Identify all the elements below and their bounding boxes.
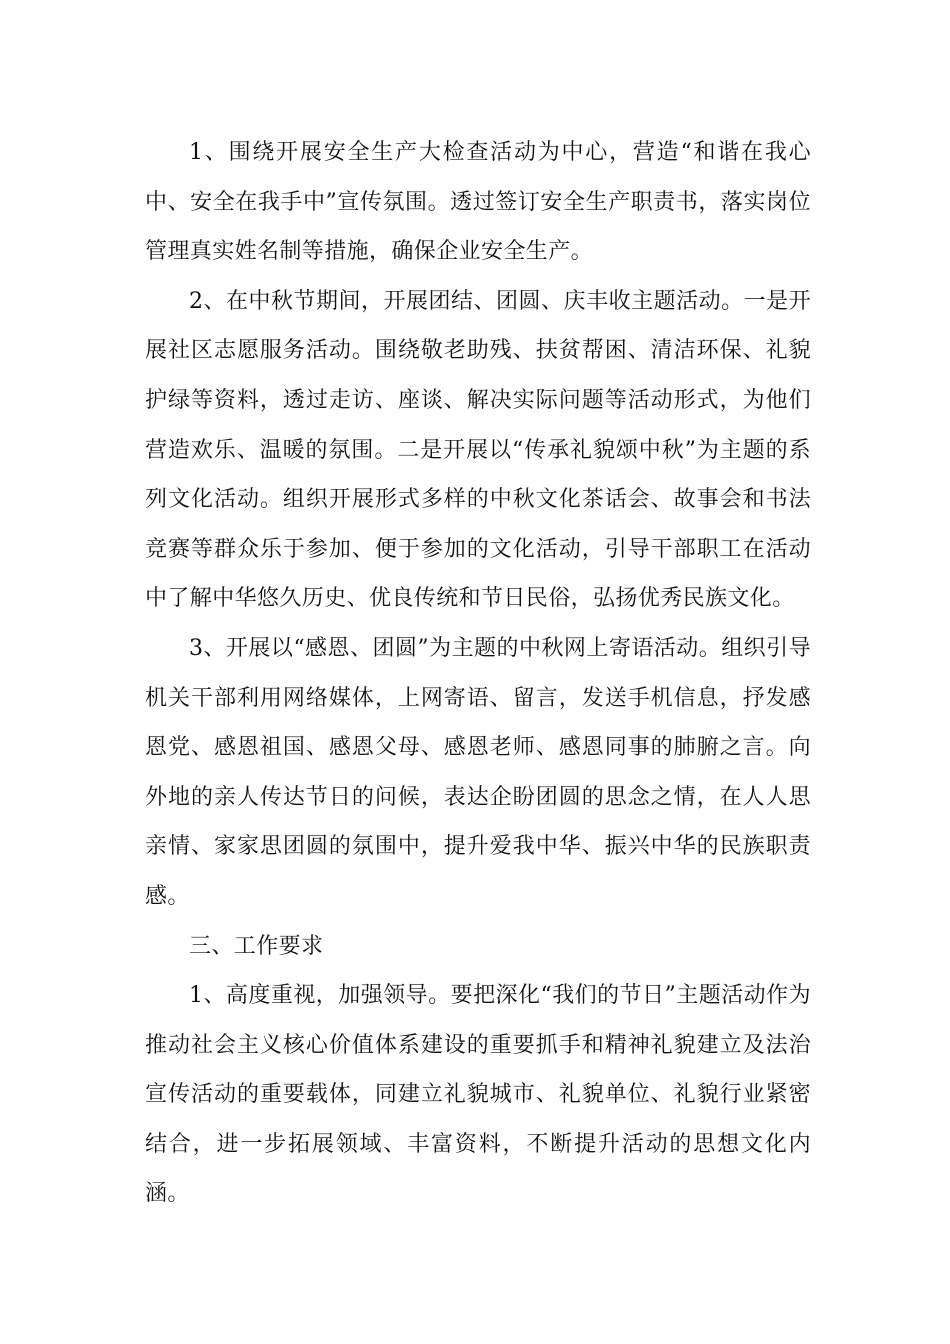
section-heading-work-requirements: 三、工作要求	[189, 933, 324, 959]
paragraph-leadership: 1、高度重视，加强领导。要把深化“我们的节日”主题活动作为推动社会主义核心价值体系建设的重要抓手和精神礼貌建立及法治宣传活动的重要载体，同建立礼貌城市、礼貌单位、礼貌行业紧密结合，进一步拓展领域、丰富资料，不断提升活动的思想文化内涵。	[145, 983, 811, 1207]
paragraph-online-greetings: 3、开展以“感恩、团圆”为主题的中秋网上寄语活动。组织引导机关干部利用网络媒体，上网寄语、留言，发送手机信息，抒发感恩党、感恩祖国、感恩父母、感恩老师、感恩同事的肺腑之言。向外地的亲人传达节日的问候，表达企盼团圆的思念之情，在人人思亲情、家家思团圆的氛围中，提升爱我中华、振兴中华的民族职责感。	[145, 635, 811, 909]
document-body	[145, 128, 811, 1219]
paragraph-safety-production: 1、围绕开展安全生产大检查活动为中心，营造“和谐在我心中、安全在我手中”宣传氛围。透过签订安全生产职责书，落实岗位管理真实姓名制等措施，确保企业安全生产。	[145, 140, 811, 265]
paragraph-mid-autumn-activities: 2、在中秋节期间，开展团结、团圆、庆丰收主题活动。一是开展社区志愿服务活动。围绕敬老助残、扶贫帮困、清洁环保、礼貌护绿等资料，透过走访、座谈、解决实际问题等活动形式，为他们营造欢乐、温暖的氛围。二是开展以“传承礼貌颂中秋”为主题的系列文化活动。组织开展形式多样的中秋文化茶话会、故事会和书法竞赛等群众乐于参加、便于参加的文化活动，引导干部职工在活动中了解中华悠久历史、优良传统和节日民俗，弘扬优秀民族文化。	[145, 288, 811, 612]
